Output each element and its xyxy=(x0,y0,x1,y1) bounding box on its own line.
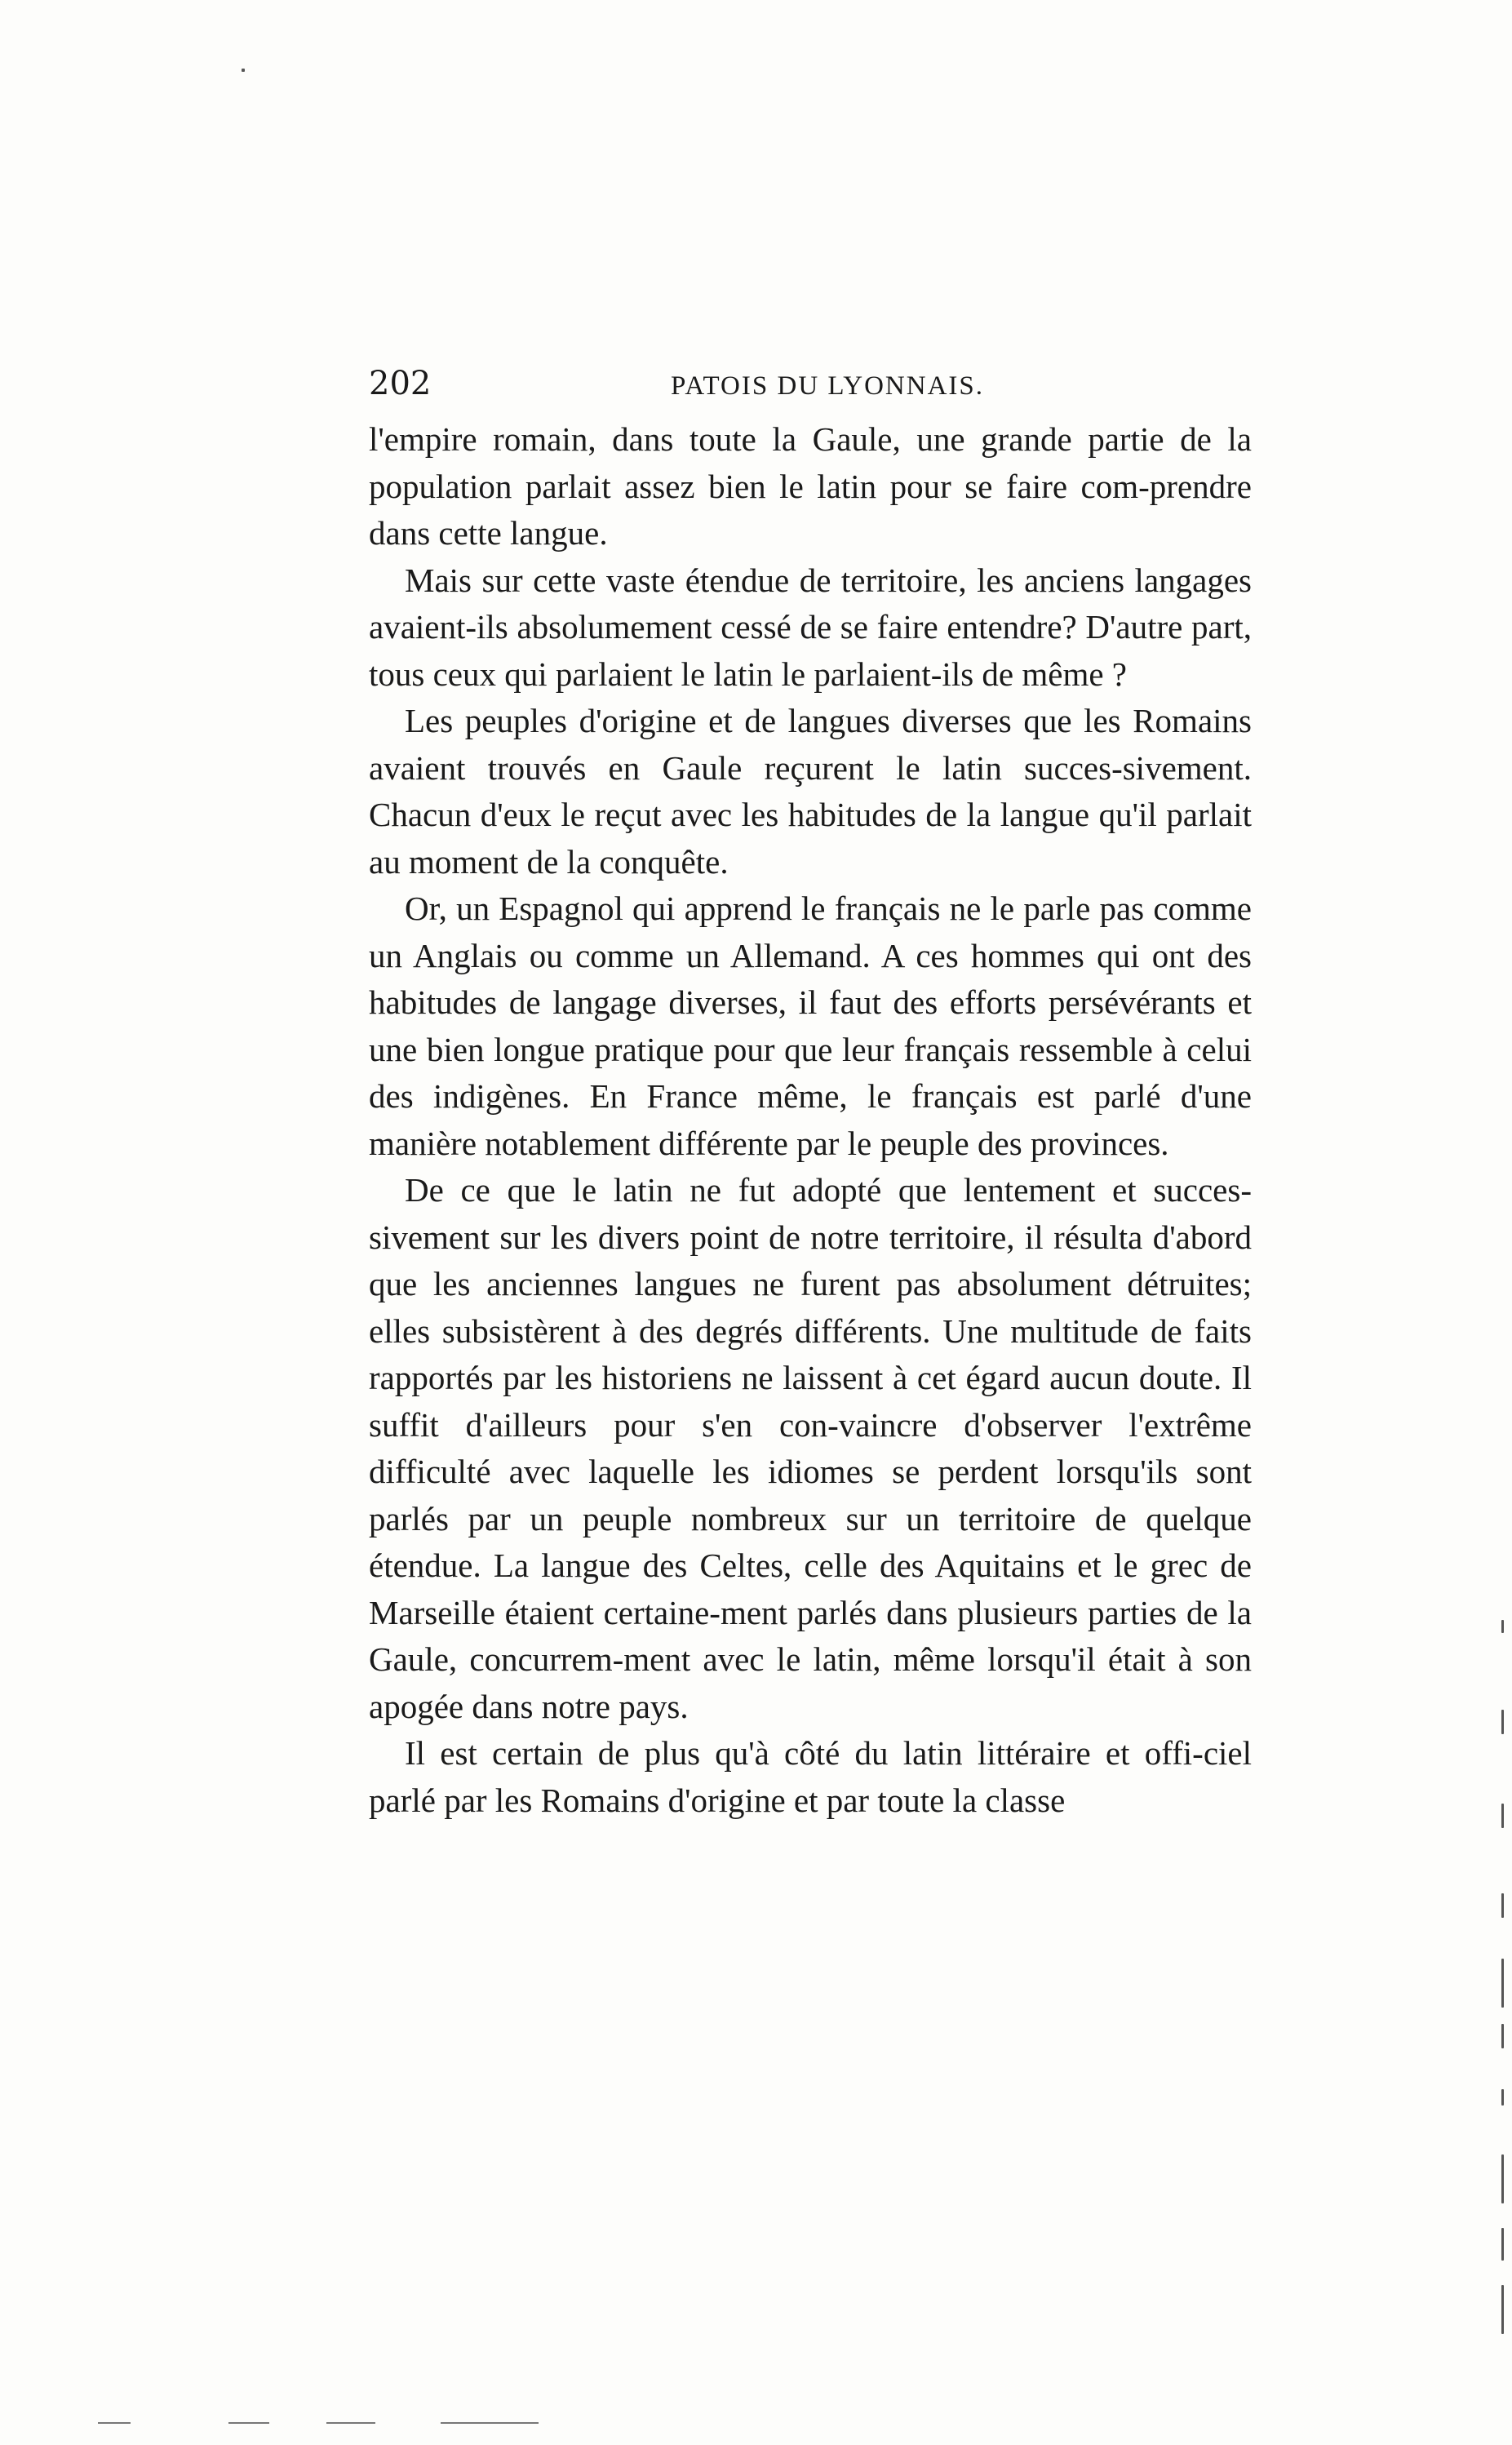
paragraph: Or, un Espagnol qui apprend le français ne le parle pas comme un Anglais ou comme un Allemand. A ces hommes qui ont des habitudes de langage diverses, il faut des efforts persévérants et une bien longue pratique pour que leur français ressemble à celui des indigènes. En France même, le français est parlé d'une manière notablement différente par le peuple des provinces. xyxy=(369,890,1252,1162)
running-title: PATOIS DU LYONNAIS. xyxy=(671,371,985,401)
paragraph: De ce que le latin ne fut adopté que lentement et succes-sivement sur les divers point de notre territoire, il résulta d'abord que les anciennes langues ne furent pas absolument détruites; elles subsistèrent à des degrés différents. Une multitude de faits rapportés par les historiens ne laissent à cet égard aucun doute. Il suffit d'ailleurs pour s'en con-vaincre d'observer l'extrême difficulté avec laquelle les idiomes se perdent lorsqu'ils sont parlés par un peuple nombreux sur un territoire de quelque étendue. La langue des Celtes, celle des Aquitains et le grec de Marseille étaient certaine-ment parlés dans plusieurs parties de la Gaule, concurrem-ment avec le latin, même lorsqu'il était à son apogée dans notre pays. xyxy=(369,1171,1252,1725)
scan-speck xyxy=(1501,1893,1504,1918)
scan-speck xyxy=(1501,2024,1504,2048)
scan-speck xyxy=(1501,1959,1504,2008)
scan-speck xyxy=(1501,1620,1504,1633)
scan-edge-marks xyxy=(98,2422,588,2427)
scan-speck xyxy=(242,69,245,72)
scan-speck xyxy=(1501,1804,1504,1828)
body-text xyxy=(369,416,1252,1824)
paragraph: Il est certain de plus qu'à côté du latin littéraire et offi-ciel parlé par les Romains d'origine et par toute la classe xyxy=(369,1734,1252,1819)
paragraph: Les peuples d'origine et de langues diverses que les Romains avaient trouvés en Gaule reçurent le latin succes-sivement. Chacun d'eux le reçut avec les habitudes de la langue qu'il parlait au moment de la conquête. xyxy=(369,702,1252,881)
scan-speck xyxy=(1501,2228,1504,2261)
scan-speck xyxy=(1501,2154,1504,2203)
scan-speck xyxy=(1501,2285,1504,2334)
page-number: 202 xyxy=(369,365,432,402)
paragraph: Mais sur cette vaste étendue de territoire, les anciens langages avaient-ils absolumement cessé de se faire entendre? D'autre part, tous ceux qui parlaient le latin le parlaient-ils de même ? xyxy=(369,561,1252,693)
scan-speck xyxy=(1501,1710,1504,1734)
paragraph: l'empire romain, dans toute la Gaule, une grande partie de la population parlait assez bien le latin pour se faire com-prendre dans cette langue. xyxy=(369,420,1252,552)
page-header xyxy=(369,359,1250,416)
scan-speck xyxy=(1501,2089,1504,2106)
